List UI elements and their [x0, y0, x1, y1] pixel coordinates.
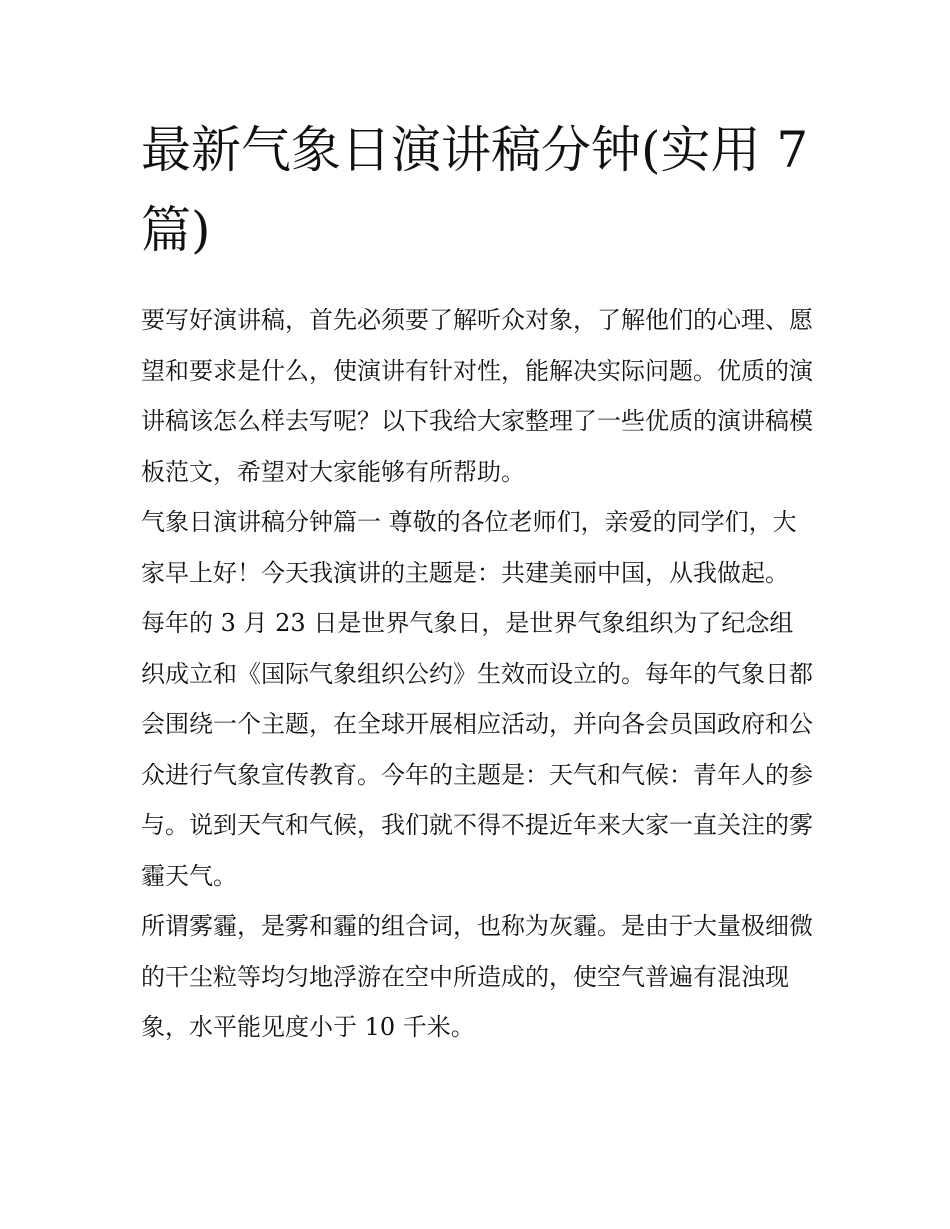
intro-paragraph: 要写好演讲稿，首先必须要了解听众对象，了解他们的心理、愿望和要求是什么，使演讲有针对性，能解决实际问题。优质的演讲稿该怎么样去写呢？以下我给大家整理了一些优质的演讲稿模板范文，希望对大家能够有所帮助。 — [141, 306, 813, 486]
meteorological-day-paragraph: 每年的 3 月 23 日是世界气象日，是世界气象组织为了纪念组织成立和《国际气象组织公约》生效而设立的。每年的气象日都会围绕一个主题，在全球开展相应活动，并向各会员国政府和公众进行气象宣传教育。今年的主题是：天气和气候：青年人的参与。说到天气和气候，我们就不得不提近年来大家一直关注的雾霾天气。 — [141, 609, 813, 890]
document-page — [141, 110, 813, 1053]
document-title: 最新气象日演讲稿分钟(实用 7 篇) — [141, 121, 809, 259]
haze-definition-paragraph: 所谓雾霾，是雾和霾的组合词，也称为灰霾。是由于大量极细微的干尘粒等均匀地浮游在空中所造成的，使空气普遍有混浊现象，水平能见度小于 10 千米。 — [141, 912, 813, 1041]
speech-opening-paragraph: 气象日演讲稿分钟篇一 尊敬的各位老师们，亲爱的同学们，大家早上好！今天我演讲的主题是：共建美丽中国，从我做起。 — [141, 508, 797, 587]
title-block — [141, 110, 813, 270]
